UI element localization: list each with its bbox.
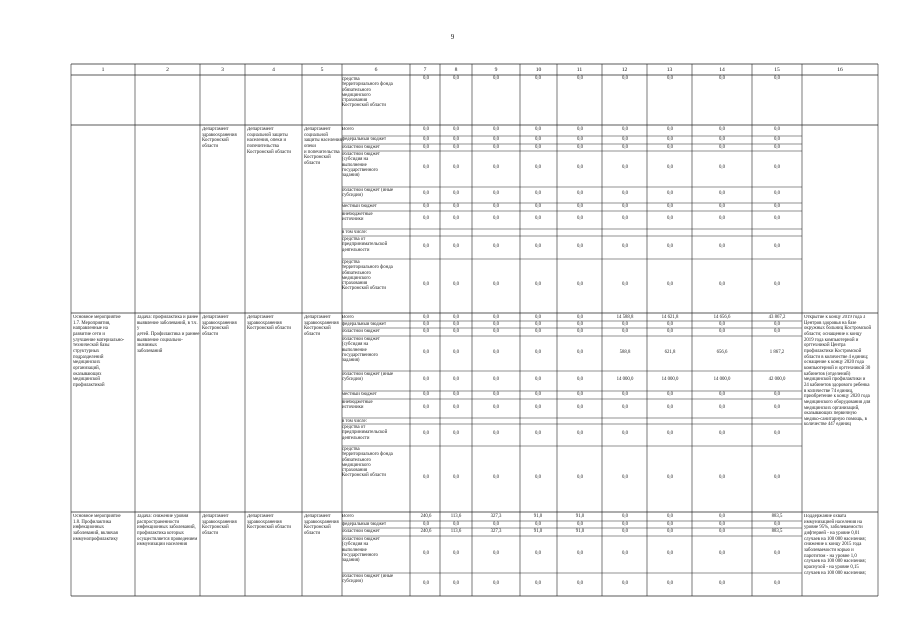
value-cell: 0,0 [774,404,780,410]
value-cell: 0,0 [493,431,499,436]
value-cell: 0,0 [774,145,780,150]
measure-name: Основное мероприятие 1.8. Профилактика инфекционных заболеваний, включая иммунопрофилактику [73,514,121,542]
value-cell: 0,0 [719,165,725,170]
value-cell: 14 000,0 [616,377,634,382]
source-label: областной бюджет [342,529,380,534]
value-cell: 0,0 [622,431,628,436]
source-label: Всего [342,315,354,320]
value-cell: 0,0 [493,127,499,132]
value-cell: 0,0 [719,550,725,556]
source-label: областной бюджет (иные субсидии) [342,574,394,585]
value-cell: 0,0 [535,127,541,132]
value-cell: 0,0 [453,243,459,249]
value-cell: 0,0 [577,580,583,586]
value-cell: 0,0 [453,76,459,81]
value-cell: 0,0 [423,349,429,355]
value-cell: 0,0 [667,76,673,81]
executor-col5: Департамент здравоохранения Костромской области [304,514,339,536]
value-cell: 0,0 [423,475,429,480]
value-cell: 0,0 [667,322,673,327]
value-cell: 0,0 [622,137,628,142]
value-cell: 0,0 [719,137,725,142]
value-cell: 0,0 [774,329,780,334]
value-cell: 0,0 [667,580,673,586]
value-cell: 0,0 [719,580,725,586]
column-number: 4 [272,67,275,73]
value-cell: 0,0 [453,204,459,209]
value-cell: 0,0 [453,580,459,586]
value-cell: 43 867,2 [768,315,786,320]
value-cell: 0,0 [493,475,499,480]
value-cell: 0,0 [622,191,628,196]
value-cell: 0,0 [493,137,499,142]
value-cell: 0,0 [423,137,429,142]
value-cell: 0,0 [423,377,429,382]
value-cell: 0,0 [577,322,583,327]
executor-col4: Департамент социальной защиты населения, опеки и попечительства Костромской области [247,127,291,155]
source-label: федеральный бюджет [342,322,387,327]
value-cell: 0,0 [535,282,541,287]
value-cell: 0,0 [535,145,541,150]
value-cell: 0,0 [719,475,725,480]
value-cell: 0,0 [622,243,628,249]
value-cell: 0,0 [667,475,673,480]
executor-col5: Департамент социальной защиты населения, опеки и попечительства Костромской области [304,127,343,166]
executor-col4: Департамент здравоохранения Костромской области [247,514,291,531]
value-cell: 0,0 [577,349,583,355]
value-cell: 0,0 [774,282,780,287]
value-cell: 0,0 [423,580,429,586]
value-cell: 0,0 [667,204,673,209]
value-cell: 91,0 [533,514,543,519]
value-cell: 0,0 [774,137,780,142]
value-cell: 0,0 [535,580,541,586]
value-cell: 0,0 [667,243,673,249]
value-cell: 0,0 [667,137,673,142]
value-cell: 0,0 [622,145,628,150]
value-cell: 0,0 [719,322,725,327]
page-number: 9 [450,33,455,41]
source-label: местный бюджет [342,392,377,397]
value-cell: 0,0 [667,282,673,287]
value-cell: 0,0 [667,529,673,534]
value-cell: 0,0 [535,392,541,397]
value-cell: 0,0 [719,282,725,287]
value-cell: 0,0 [493,404,499,410]
value-cell: 0,0 [453,550,459,556]
value-cell: 0,0 [493,282,499,287]
source-label: областной бюджет (иные субсидии) [342,372,394,383]
value-cell: 0,0 [577,137,583,142]
value-cell: 0,0 [453,315,459,320]
value-cell: 0,0 [719,431,725,436]
value-cell: 0,0 [493,243,499,249]
value-cell: 0,0 [719,191,725,196]
value-cell: 0,0 [577,431,583,436]
executor-col5: Департамент здравоохранения Костромской области [304,315,339,337]
value-cell: 0,0 [667,329,673,334]
value-cell: 0,0 [423,243,429,249]
value-cell: 0,0 [719,127,725,132]
value-cell: 0,0 [493,315,499,320]
column-number: 9 [494,67,498,73]
value-cell: 0,0 [453,165,459,170]
value-cell: 0,0 [622,514,628,519]
value-cell: 0,0 [423,282,429,287]
column-number: 14 [719,67,725,73]
value-cell: 0,0 [535,431,541,436]
value-cell: 0,0 [719,216,725,221]
value-cell: 0,0 [719,329,725,334]
value-cell: 0,0 [493,204,499,209]
value-cell: 883,5 [771,529,783,534]
value-cell: 0,0 [493,191,499,196]
value-cell: 0,0 [577,315,583,320]
value-cell: 0,0 [719,404,725,410]
value-cell: 113,6 [450,529,462,534]
value-cell: 14 656,6 [713,315,731,320]
value-cell: 0,0 [493,580,499,586]
column-number: 6 [374,67,378,73]
value-cell: 0,0 [423,522,429,527]
source-label: федеральный бюджет [342,137,387,142]
value-cell: 0,0 [774,392,780,397]
source-label: Всего [342,514,354,519]
column-number: 8 [454,67,458,73]
value-cell: 0,0 [423,550,429,556]
source-label: в том числе: [342,419,368,424]
value-cell: 0,0 [453,127,459,132]
value-cell: 0,0 [453,522,459,527]
value-cell: 0,0 [774,322,780,327]
value-cell: 0,0 [622,76,628,81]
value-cell: 0,0 [577,329,583,334]
value-cell: 0,0 [577,204,583,209]
column-number: 10 [535,67,542,73]
column-number: 5 [320,67,324,73]
value-cell: 0,0 [493,76,499,81]
value-cell: 588,8 [619,349,631,355]
value-cell: 0,0 [493,392,499,397]
value-cell: 0,0 [774,127,780,132]
value-cell: 0,0 [535,349,541,355]
value-cell: 0,0 [667,392,673,397]
value-cell: 0,0 [774,550,780,556]
value-cell: 0,0 [423,145,429,150]
value-cell: 0,0 [453,191,459,196]
value-cell: 0,0 [667,522,673,527]
value-cell: 0,0 [774,216,780,221]
value-cell: 0,0 [453,145,459,150]
source-label: областной бюджет (субсидия на выполнение государственного задания) [342,537,380,564]
value-cell: 0,0 [493,522,499,527]
value-cell: 0,0 [622,329,628,334]
value-cell: 0,0 [719,243,725,249]
column-number: 16 [837,67,843,73]
value-cell: 0,0 [577,392,583,397]
value-cell: 0,0 [667,216,673,221]
value-cell: 113,6 [450,514,462,519]
value-cell: 0,0 [622,127,628,132]
value-cell: 0,0 [493,377,499,382]
column-number: 3 [221,67,224,73]
value-cell: 0,0 [493,216,499,221]
value-cell: 0,0 [423,204,429,209]
value-cell: 0,0 [622,322,628,327]
value-cell: 0,0 [493,329,499,334]
value-cell: 0,0 [453,404,459,410]
value-cell: 0,0 [535,243,541,249]
measure-task: Задача: профилактика и ранее выявление заболеваний, в т.ч. у детей. Профилактика и раннее выявление социально-значимых заболеваний [137,315,200,354]
value-cell: 0,0 [535,315,541,320]
value-cell: 0,0 [493,165,499,170]
expected-result: Открытие к концу 2019 года 3 Центров здоровья на базе окружных больниц Костромской области; оснащение к концу 2019 года компьютерной и оргтехникой Центра профилактики Костромской области в количестве 4 единиц; оснащение к концу 2020 года компьютерной и оргтехникой 30 кабинетов (отделений) медицинской профилактики и 24 кабинетов здорового ребенка в количестве 74 единиц, приобретение к концу 2020 года медицинского оборудования для медицинских организаций, оказывающих первичную медико-санитарную помощь, в количестве 447 единиц [804,315,872,428]
value-cell: 1 867,2 [769,349,785,355]
value-cell: 0,0 [453,322,459,327]
value-cell: 0,0 [577,191,583,196]
value-cell: 0,0 [493,145,499,150]
value-cell: 0,0 [774,165,780,170]
column-number: 13 [666,67,673,73]
value-cell: 0,0 [622,580,628,586]
source-label: областной бюджет (иные субсидии) [342,188,394,199]
value-cell: 0,0 [453,349,459,355]
value-cell: 0,0 [493,322,499,327]
value-cell: 91,0 [575,514,585,519]
value-cell: 0,0 [577,243,583,249]
executor-col4: Департамент здравоохранения Костромской области [247,315,291,332]
value-cell: 0,0 [535,550,541,556]
value-cell: 0,0 [774,475,780,480]
value-cell: 0,0 [719,76,725,81]
value-cell: 0,0 [453,431,459,436]
value-cell: 656,6 [716,349,728,355]
value-cell: 0,0 [423,127,429,132]
value-cell: 0,0 [423,392,429,397]
value-cell: 0,0 [535,204,541,209]
value-cell: 0,0 [622,404,628,410]
value-cell: 0,0 [535,137,541,142]
value-cell: 0,0 [719,392,725,397]
value-cell: 0,0 [423,165,429,170]
value-cell: 0,0 [667,165,673,170]
value-cell: 0,0 [577,282,583,287]
value-cell: 0,0 [453,216,459,221]
source-label: средства от предпринимательской деятельности [342,425,388,441]
value-cell: 0,0 [577,76,583,81]
value-cell: 0,0 [453,475,459,480]
source-label: Всего [342,127,354,132]
value-cell: 0,0 [719,529,725,534]
source-label: средства от предпринимательской деятельности [342,237,388,253]
value-cell: 0,0 [774,76,780,81]
value-cell: 0,0 [667,514,673,519]
value-cell: 0,0 [774,191,780,196]
value-cell: 14 000,0 [661,377,679,382]
column-number: 12 [621,67,628,73]
value-cell: 14 588,8 [616,315,634,320]
value-cell: 0,0 [622,522,628,527]
value-cell: 0,0 [622,475,628,480]
source-label: внебюджетные источники [342,212,373,223]
measure-task: Задача: снижение уровня распространенности инфекционных заболеваний, профилактика которых осуществляется проведением иммунизации населения [137,514,198,548]
value-cell: 14 000,0 [713,377,731,382]
source-label: средства территориального фонда обязательного медицинского страхования Костромской области [342,260,393,292]
value-cell: 327,3 [490,529,502,534]
value-cell: 0,0 [453,282,459,287]
source-label: областной бюджет (субсидия на выполнение государственного задания) [342,152,380,179]
executor-col3: Департамент здравоохранения Костромской области [202,315,237,337]
source-label: в том числе: [342,230,368,235]
value-cell: 0,0 [423,431,429,436]
value-cell: 327,3 [490,514,502,519]
source-label: средства территориального фонда обязательного медицинского страхования Костромской области [342,77,393,109]
value-cell: 0,0 [667,431,673,436]
value-cell: 0,0 [774,522,780,527]
value-cell: 0,0 [622,165,628,170]
value-cell: 0,0 [622,216,628,221]
value-cell: 0,0 [577,522,583,527]
source-label: федеральный бюджет [342,522,387,527]
value-cell: 0,0 [667,191,673,196]
value-cell: 0,0 [535,404,541,410]
value-cell: 0,0 [493,550,499,556]
value-cell: 0,0 [622,282,628,287]
value-cell: 0,0 [622,204,628,209]
source-label: средства территориального фонда обязательного медицинского страхования Костромской области [342,447,393,479]
value-cell: 0,0 [423,191,429,196]
value-cell: 0,0 [667,127,673,132]
source-label: областной бюджет (субсидия на выполнение государственного задания) [342,337,380,364]
column-number: 2 [166,67,169,73]
value-cell: 0,0 [535,165,541,170]
measure-name: Основное мероприятие 1.7. Мероприятия, направленные на развитие сети и улучшение материально- технической базы структурных подразделений медицинских организаций, оказывающих медицинской профилактикой [73,315,125,388]
column-number: 7 [423,67,427,73]
value-cell: 0,0 [577,145,583,150]
value-cell: 0,0 [423,76,429,81]
value-cell: 0,0 [535,377,541,382]
value-cell: 0,0 [774,204,780,209]
executor-col3: Департамент здравоохранения Костромской области [202,127,237,149]
value-cell: 0,0 [622,529,628,534]
source-label: областной бюджет [342,329,380,334]
value-cell: 0,0 [453,329,459,334]
value-cell: 0,0 [667,145,673,150]
value-cell: 240,6 [420,529,432,534]
value-cell: 0,0 [423,322,429,327]
executor-col3: Департамент здравоохранения Костромской области [202,514,237,536]
value-cell: 0,0 [535,329,541,334]
value-cell: 0,0 [577,127,583,132]
value-cell: 0,0 [535,76,541,81]
value-cell: 0,0 [622,392,628,397]
column-number: 15 [774,67,780,73]
value-cell: 0,0 [423,329,429,334]
value-cell: 0,0 [774,580,780,586]
value-cell: 0,0 [453,377,459,382]
value-cell: 0,0 [423,216,429,221]
value-cell: 91,0 [533,529,543,534]
value-cell: 0,0 [719,522,725,527]
value-cell: 0,0 [577,377,583,382]
column-number: 1 [101,67,105,73]
value-cell: 0,0 [719,145,725,150]
value-cell: 0,0 [535,522,541,527]
value-cell: 0,0 [577,216,583,221]
value-cell: 0,0 [493,349,499,355]
value-cell: 0,0 [774,431,780,436]
value-cell: 0,0 [577,475,583,480]
value-cell: 883,5 [771,514,783,519]
value-cell: 0,0 [535,191,541,196]
value-cell: 0,0 [535,322,541,327]
column-number: 11 [576,67,583,73]
value-cell: 0,0 [535,216,541,221]
value-cell: 0,0 [622,550,628,556]
value-cell: 0,0 [453,392,459,397]
value-cell: 14 621,8 [661,315,679,320]
source-label: местный бюджет [342,204,377,209]
value-cell: 0,0 [453,137,459,142]
value-cell: 0,0 [667,550,673,556]
value-cell: 0,0 [423,315,429,320]
expected-result: Поддержание охвата иммунизацией населения на уровне 95%, заболеваемости дифтерией - на уровне 0,01 случаев на 100 000 населения; снижение к концу 2015 года заболеваемости корью и паротитом - на уровне 1,0 случаев на 100 000 населения; краснухой - на уровне 0,15 случаев на 100 000 населения; [804,514,866,576]
value-cell: 621,8 [664,349,676,355]
value-cell: 42 000,0 [768,377,786,382]
value-cell: 0,0 [423,404,429,410]
value-cell: 0,0 [577,550,583,556]
value-cell: 0,0 [577,165,583,170]
value-cell: 0,0 [774,243,780,249]
value-cell: 0,0 [719,204,725,209]
value-cell: 0,0 [577,404,583,410]
value-cell: 0,0 [719,514,725,519]
value-cell: 91,0 [575,529,585,534]
value-cell: 240,6 [420,514,432,519]
source-label: областной бюджет [342,145,380,150]
source-label: внебюджетные источники [342,400,373,411]
value-cell: 0,0 [667,404,673,410]
value-cell: 0,0 [535,475,541,480]
